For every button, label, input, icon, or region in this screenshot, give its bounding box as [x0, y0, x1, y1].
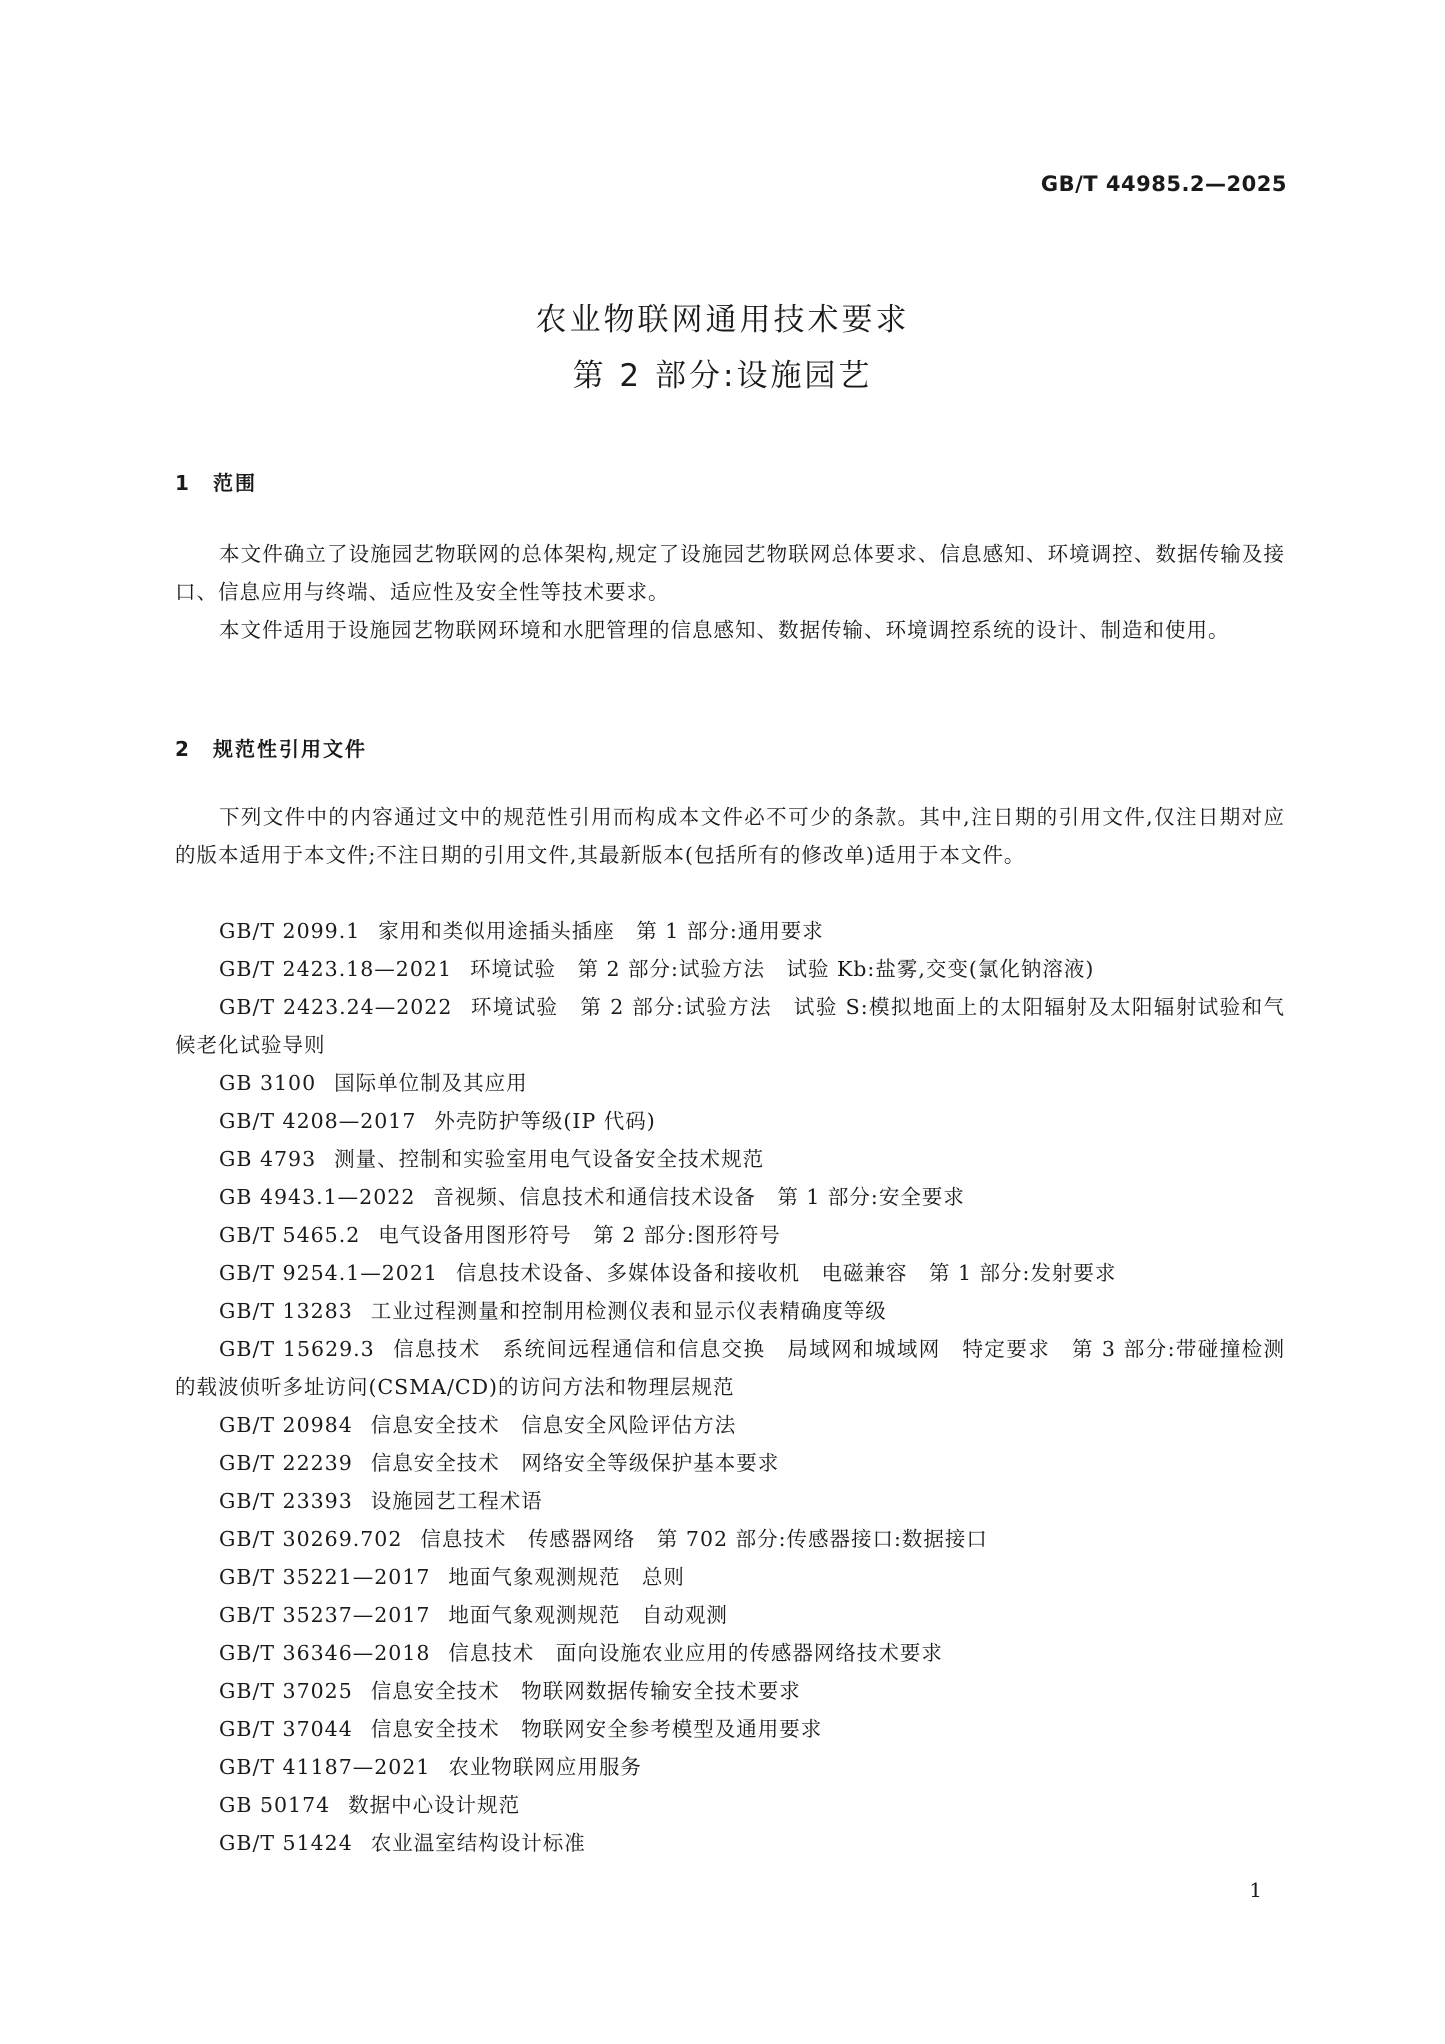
- reference-title: 信息安全技术 物联网安全参考模型及通用要求: [370, 1717, 823, 1741]
- reference-code: GB/T 9254.1—2021: [219, 1261, 438, 1285]
- scope-paragraph-1: 本文件确立了设施园艺物联网的总体架构,规定了设施园艺物联网总体要求、信息感知、环境调控、数据传输及接口、信息应用与终端、适应性及安全性等技术要求。: [175, 542, 1285, 604]
- reference-code: GB 50174: [219, 1793, 331, 1817]
- reference-code: GB/T 51424: [219, 1831, 353, 1855]
- reference-code: GB/T 36346—2018: [219, 1641, 431, 1665]
- normative-references-intro: 下列文件中的内容通过文中的规范性引用而构成本文件必不可少的条款。其中,注日期的引用文件,仅注日期对应的版本适用于本文件;不注日期的引用文件,其最新版本(包括所有的修改单)适用于本文件。: [175, 805, 1285, 867]
- reference-title: 信息安全技术 信息安全风险评估方法: [370, 1413, 737, 1437]
- reference-item: [175, 1824, 1285, 1862]
- reference-item: [175, 912, 1285, 950]
- reference-item: [175, 1672, 1285, 1710]
- reference-item: [175, 1710, 1285, 1748]
- reference-code: GB/T 2423.18—2021: [219, 957, 452, 981]
- title-line-1: 农业物联网通用技术要求: [535, 302, 910, 338]
- reference-item: [175, 950, 1285, 988]
- reference-title: 信息技术 系统间远程通信和信息交换 局域网和城域网 特定要求 第 3 部分:带碰撞检测的载波侦听多址访问(CSMA/CD)的访问方法和物理层规范: [175, 1337, 1286, 1399]
- reference-title: 环境试验 第 2 部分:试验方法 试验 S:模拟地面上的太阳辐射及太阳辐射试验和气候老化试验导则: [175, 995, 1286, 1057]
- reference-item: [175, 1596, 1285, 1634]
- reference-title: 家用和类似用途插头插座 第 1 部分:通用要求: [378, 919, 824, 943]
- section-title: 范围: [213, 471, 257, 495]
- reference-code: GB 4793: [219, 1147, 317, 1171]
- reference-title: 信息技术设备、多媒体设备和接收机 电磁兼容 第 1 部分:发射要求: [455, 1261, 1117, 1285]
- reference-code: GB/T 2099.1: [219, 919, 361, 943]
- reference-title: 外壳防护等级(IP 代码): [434, 1109, 656, 1133]
- reference-title: 环境试验 第 2 部分:试验方法 试验 Kb:盐雾,交变(氯化钠溶液): [469, 957, 1095, 981]
- reference-item: [175, 1292, 1285, 1330]
- reference-title: 信息技术 传感器网络 第 702 部分:传感器接口:数据接口: [420, 1527, 988, 1551]
- reference-item: [175, 1786, 1285, 1824]
- section-title: 规范性引用文件: [213, 737, 367, 761]
- reference-item: [175, 1216, 1285, 1254]
- reference-code: GB/T 13283: [219, 1299, 353, 1323]
- section-2-heading: [175, 733, 367, 762]
- reference-list: [175, 912, 1285, 1862]
- reference-code: GB/T 22239: [219, 1451, 353, 1475]
- reference-item: [175, 1406, 1285, 1444]
- document-title: [0, 292, 1445, 404]
- reference-title: 国际单位制及其应用: [334, 1071, 528, 1095]
- reference-code: GB/T 35237—2017: [219, 1603, 431, 1627]
- reference-code: GB/T 37044: [219, 1717, 353, 1741]
- reference-code: GB/T 2423.24—2022: [219, 995, 453, 1019]
- reference-title: 测量、控制和实验室用电气设备安全技术规范: [334, 1147, 765, 1171]
- reference-title: 音视频、信息技术和通信技术设备 第 1 部分:安全要求: [433, 1185, 965, 1209]
- title-line-2: 第 2 部分:设施园艺: [572, 358, 873, 394]
- reference-code: GB/T 37025: [219, 1679, 353, 1703]
- reference-item: [175, 1178, 1285, 1216]
- reference-code: GB 3100: [219, 1071, 317, 1095]
- reference-item: [175, 1330, 1285, 1406]
- reference-code: GB/T 41187—2021: [219, 1755, 431, 1779]
- reference-title: 地面气象观测规范 总则: [448, 1565, 685, 1589]
- reference-code: GB/T 5465.2: [219, 1223, 361, 1247]
- reference-item: [175, 1748, 1285, 1786]
- section-1-heading: [175, 467, 257, 496]
- reference-item: [175, 988, 1285, 1064]
- reference-title: 信息安全技术 网络安全等级保护基本要求: [370, 1451, 780, 1475]
- reference-code: GB/T 35221—2017: [219, 1565, 431, 1589]
- reference-title: 工业过程测量和控制用检测仪表和显示仪表精确度等级: [370, 1299, 887, 1323]
- reference-item: [175, 1634, 1285, 1672]
- reference-title: 数据中心设计规范: [348, 1793, 521, 1817]
- reference-title: 农业温室结构设计标准: [370, 1831, 586, 1855]
- reference-item: [175, 1558, 1285, 1596]
- page-number: 1: [1249, 1878, 1262, 1902]
- section-number: 1: [175, 471, 191, 495]
- section-number: 2: [175, 737, 191, 761]
- reference-item: [175, 1482, 1285, 1520]
- reference-title: 设施园艺工程术语: [370, 1489, 543, 1513]
- reference-title: 农业物联网应用服务: [448, 1755, 642, 1779]
- reference-item: [175, 1254, 1285, 1292]
- reference-item: [175, 1140, 1285, 1178]
- reference-title: 信息安全技术 物联网数据传输安全技术要求: [370, 1679, 801, 1703]
- scope-paragraph-2: 本文件适用于设施园艺物联网环境和水肥管理的信息感知、数据传输、环境调控系统的设计、制造和使用。: [219, 618, 1230, 642]
- reference-item: [175, 1444, 1285, 1482]
- reference-code: GB/T 30269.702: [219, 1527, 403, 1551]
- reference-item: [175, 1102, 1285, 1140]
- reference-code: GB/T 4208—2017: [219, 1109, 417, 1133]
- standard-number: GB/T 44985.2—2025: [1040, 172, 1287, 196]
- reference-title: 信息技术 面向设施农业应用的传感器网络技术要求: [448, 1641, 943, 1665]
- reference-code: GB/T 15629.3: [219, 1337, 375, 1361]
- reference-item: [175, 1520, 1285, 1558]
- reference-code: GB/T 23393: [219, 1489, 353, 1513]
- reference-title: 电气设备用图形符号 第 2 部分:图形符号: [378, 1223, 781, 1247]
- reference-code: GB 4943.1—2022: [219, 1185, 416, 1209]
- reference-title: 地面气象观测规范 自动观测: [448, 1603, 728, 1627]
- reference-code: GB/T 20984: [219, 1413, 353, 1437]
- reference-item: [175, 1064, 1285, 1102]
